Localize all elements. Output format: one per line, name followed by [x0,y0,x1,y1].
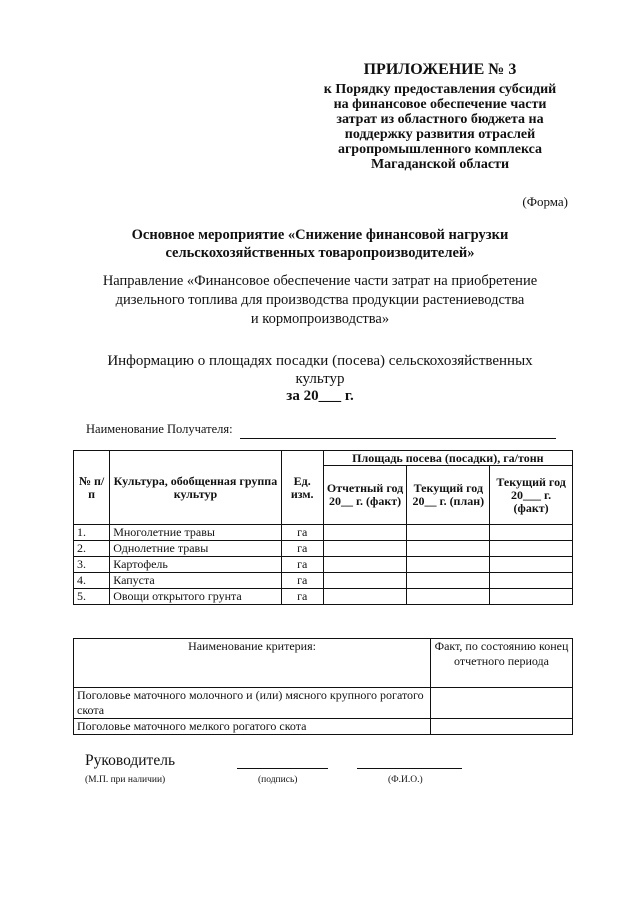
main-event-line: сельскохозяйственных товаропроизводителей» [165,245,475,261]
input-cell[interactable] [407,573,490,589]
table-row [74,541,573,557]
row-crop: Овощи открытого грунта [110,589,281,605]
col-header-area: Площадь посева (посадки), га/тонн [323,451,572,466]
row-crop: Однолетние травы [110,541,281,557]
recipient-input-line[interactable] [240,438,556,439]
appendix-line: агропромышленного комплекса [337,142,543,157]
info-line: Информацию о площадях посадки (посева) сельскохозяйственных [107,353,533,369]
input-cell[interactable] [407,557,490,573]
direction-text [90,272,550,329]
col-header-unit: Ед. изм. [281,451,323,525]
input-cell[interactable] [323,557,407,573]
appendix-header [290,60,590,172]
col-header-current-plan: Текущий год 20__ г. (план) [407,466,490,525]
row-num: 1. [74,525,110,541]
appendix-line: на финансовое обеспечение части [333,97,547,112]
appendix-line: поддержку развития отраслей [344,127,536,142]
input-cell[interactable] [431,719,573,735]
table-row [74,719,573,735]
col-header-report-year: Отчетный год 20__ г. (факт) [323,466,407,525]
row-unit: га [281,573,323,589]
full-name-line[interactable] [357,768,462,769]
signature-line[interactable] [237,768,328,769]
row-num: 3. [74,557,110,573]
row-crop: Картофель [110,557,281,573]
signature-title: Руководитель [85,752,176,769]
row-unit: га [281,557,323,573]
signature-label: (подпись) [258,775,298,785]
appendix-title: ПРИЛОЖЕНИЕ № 3 [363,61,517,78]
col-header-num: № п/п [74,451,110,525]
row-num: 4. [74,573,110,589]
row-crop: Многолетние травы [110,525,281,541]
appendix-line: Магаданской области [370,157,510,172]
table-row [74,589,573,605]
row-unit: га [281,525,323,541]
col-header-fact: Факт, по состоянию конец отчетного периода [431,639,573,688]
recipient-label: Наименование Получателя: [86,422,233,436]
input-cell[interactable] [490,525,573,541]
input-cell[interactable] [407,589,490,605]
criterion-cell: Поголовье маточного молочного и (или) мясного крупного рогатого скота [74,688,431,719]
main-event-heading [100,226,540,262]
stamp-label: (М.П. при наличии) [85,775,166,785]
table-row [74,573,573,589]
direction-line: Направление «Финансовое обеспечение части затрат на приобретение [102,273,538,289]
input-cell[interactable] [490,573,573,589]
input-cell[interactable] [323,589,407,605]
table-row [74,688,573,719]
crop-area-table [73,450,573,605]
direction-line: и кормопроизводства» [250,311,390,327]
row-unit: га [281,541,323,557]
row-num: 2. [74,541,110,557]
input-cell[interactable] [490,541,573,557]
input-cell[interactable] [431,688,573,719]
main-event-line: Основное мероприятие «Снижение финансовой нагрузки [131,227,509,243]
row-crop: Капуста [110,573,281,589]
input-cell[interactable] [323,573,407,589]
info-line: культур [295,371,345,387]
col-header-criterion: Наименование критерия: [74,639,431,688]
input-cell[interactable] [407,525,490,541]
form-label: (Форма) [522,194,568,209]
info-heading [100,352,540,388]
info-year: за 20___ г. [286,388,354,404]
table-row [74,557,573,573]
col-header-crop: Культура, обобщенная группа культур [110,451,281,525]
row-num: 5. [74,589,110,605]
input-cell[interactable] [323,525,407,541]
full-name-label: (Ф.И.О.) [388,775,423,785]
input-cell[interactable] [407,541,490,557]
appendix-line: затрат из областного бюджета на [336,112,544,127]
input-cell[interactable] [490,557,573,573]
table-row [74,525,573,541]
direction-line: дизельного топлива для производства продукции растениеводства [115,292,525,308]
criterion-cell: Поголовье маточного мелкого рогатого скота [74,719,431,735]
appendix-line: к Порядку предоставления субсидий [323,82,557,97]
criteria-table [73,638,573,735]
input-cell[interactable] [323,541,407,557]
row-unit: га [281,589,323,605]
col-header-current-fact: Текущий год 20___ г. (факт) [490,466,573,525]
input-cell[interactable] [490,589,573,605]
